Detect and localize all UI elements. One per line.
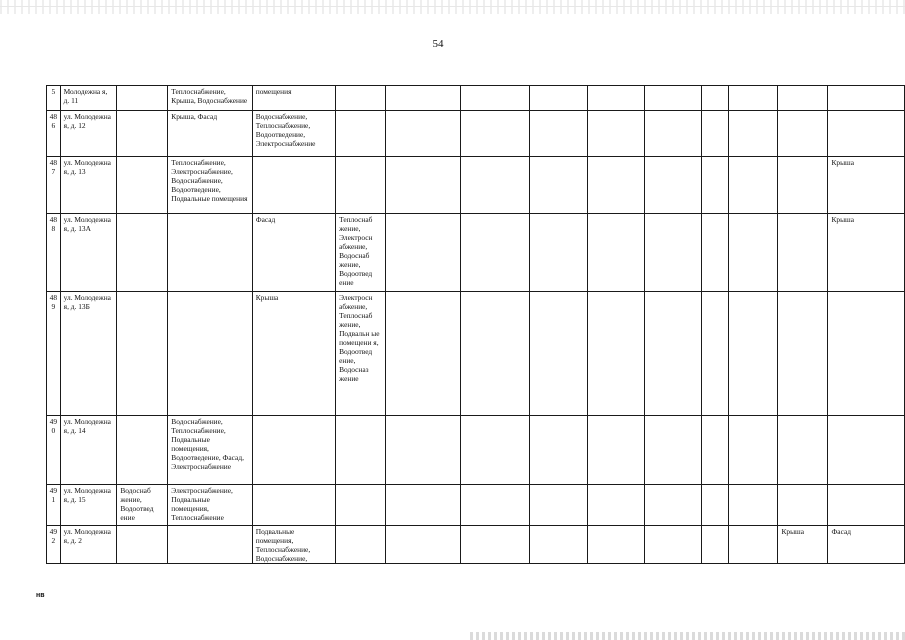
row-number-cell: 48 7: [47, 157, 61, 214]
table-cell: [645, 292, 701, 416]
scan-edge-bottom: [470, 632, 905, 640]
table-cell: Фасад: [828, 526, 905, 564]
table-cell: Крыша: [778, 526, 828, 564]
table-cell: Фасад: [252, 214, 335, 292]
table-cell: [645, 416, 701, 485]
table-cell: [252, 157, 335, 214]
table-cell: [645, 485, 701, 526]
table-cell: [117, 526, 168, 564]
table-cell: [645, 86, 701, 111]
row-number-cell: 48 9: [47, 292, 61, 416]
table-cell: Крыша: [252, 292, 335, 416]
table-cell: [460, 157, 530, 214]
table-cell: [728, 485, 778, 526]
table-cell: [645, 111, 701, 157]
table-cell: [168, 526, 252, 564]
table-cell: [530, 485, 588, 526]
table-cell: [252, 416, 335, 485]
row-number-cell: 48 6: [47, 111, 61, 157]
table-cell: [701, 526, 728, 564]
table-cell: [530, 111, 588, 157]
table-cell: Подвальные помещения, Теплоснабжение, Водоснабжение,: [252, 526, 335, 564]
address-cell: ул. Молодежна я, д. 14: [60, 416, 117, 485]
table-cell: Теплоснаб жение, Электросн абжение, Водоснаб жение, Водоотвед ение: [336, 214, 386, 292]
table-cell: [778, 485, 828, 526]
table-cell: [117, 292, 168, 416]
table-cell: Крыша: [828, 157, 905, 214]
table-cell: Теплоснабжение, Крыша, Водоснабжение: [168, 86, 252, 111]
table-row: [47, 292, 905, 416]
table-cell: [645, 214, 701, 292]
table-cell: [828, 485, 905, 526]
table-cell: [460, 526, 530, 564]
table-cell: [336, 485, 386, 526]
table-cell: [588, 214, 645, 292]
table-cell: [828, 86, 905, 111]
row-number-cell: 48 8: [47, 214, 61, 292]
table-cell: [386, 416, 460, 485]
table-cell: [588, 86, 645, 111]
table-row: [47, 526, 905, 564]
table-cell: [728, 416, 778, 485]
address-cell: ул. Молодежна я, д. 15: [60, 485, 117, 526]
table-cell: [460, 214, 530, 292]
row-number-cell: 49 1: [47, 485, 61, 526]
table-cell: [778, 86, 828, 111]
table-cell: Крыша, Фасад: [168, 111, 252, 157]
table-cell: [117, 416, 168, 485]
table-cell: [728, 292, 778, 416]
table-cell: [588, 292, 645, 416]
row-number-cell: 49 2: [47, 526, 61, 564]
table-cell: [588, 157, 645, 214]
table-cell: [460, 416, 530, 485]
table-cell: [728, 214, 778, 292]
table-row: [47, 416, 905, 485]
address-cell: ул. Молодежна я, д. 13А: [60, 214, 117, 292]
table-cell: Водоснаб жение, Водоотвед ение: [117, 485, 168, 526]
table-cell: [701, 111, 728, 157]
table-cell: [701, 157, 728, 214]
table-cell: [645, 157, 701, 214]
table-cell: [588, 526, 645, 564]
table-cell: [778, 292, 828, 416]
table-cell: [168, 214, 252, 292]
table-cell: [336, 111, 386, 157]
table-cell: [701, 485, 728, 526]
table-cell: [460, 111, 530, 157]
table-cell: [778, 214, 828, 292]
address-cell: ул. Молодежна я, д. 13Б: [60, 292, 117, 416]
table-cell: [117, 111, 168, 157]
table-cell: [460, 86, 530, 111]
table-cell: [530, 292, 588, 416]
table-cell: [336, 86, 386, 111]
footer-mark: нв: [36, 592, 45, 599]
table-cell: [530, 157, 588, 214]
row-number-cell: 5: [47, 86, 61, 111]
table-cell: [701, 214, 728, 292]
table-cell: [728, 526, 778, 564]
table-row: [47, 157, 905, 214]
table-cell: [530, 86, 588, 111]
table-cell: [778, 111, 828, 157]
table-cell: [530, 214, 588, 292]
address-cell: ул. Молодежна я, д. 2: [60, 526, 117, 564]
table-cell: Электроснабжение, Подвальные помещения, Теплоснабжение: [168, 485, 252, 526]
row-number-cell: 49 0: [47, 416, 61, 485]
table-cell: Теплоснабжение, Электроснабжение, Водоснабжение, Водоотведение, Подвальные помещения: [168, 157, 252, 214]
table-cell: [828, 416, 905, 485]
page-number: 54: [432, 38, 444, 50]
table-cell: [728, 86, 778, 111]
table-row: [47, 86, 905, 111]
table-row: [47, 214, 905, 292]
table-cell: [117, 214, 168, 292]
table-cell: Крыша: [828, 214, 905, 292]
table-row: [47, 111, 905, 157]
table-cell: [460, 485, 530, 526]
table-row: [47, 485, 905, 526]
table-cell: [588, 485, 645, 526]
table-cell: [386, 485, 460, 526]
table-cell: [386, 292, 460, 416]
table-cell: [645, 526, 701, 564]
table-cell: [336, 526, 386, 564]
table-cell: [530, 526, 588, 564]
table-cell: [117, 157, 168, 214]
table-cell: [728, 111, 778, 157]
table-cell: [386, 526, 460, 564]
table-cell: [588, 111, 645, 157]
table-body: [47, 86, 905, 564]
table-cell: [252, 485, 335, 526]
table-cell: [778, 157, 828, 214]
table-cell: Электросн абжение, Теплоснаб жение, Подвальн ые помещени я, Водоотвед ение, Водосназ жение: [336, 292, 386, 416]
table-cell: помещения: [252, 86, 335, 111]
table-cell: [386, 86, 460, 111]
table-cell: [386, 111, 460, 157]
table-cell: [701, 86, 728, 111]
table-cell: [386, 214, 460, 292]
table-cell: [701, 292, 728, 416]
table-cell: [828, 111, 905, 157]
table-cell: [386, 157, 460, 214]
schedule-table: [46, 85, 905, 564]
table-cell: [336, 416, 386, 485]
table-cell: [168, 292, 252, 416]
table-cell: [460, 292, 530, 416]
table-cell: [828, 292, 905, 416]
table-cell: [728, 157, 778, 214]
table-cell: [588, 416, 645, 485]
address-cell: Молодежна я, д. 11: [60, 86, 117, 111]
table-cell: Водоснабжение, Теплоснабжение, Подвальные помещения, Водоотведение, Фасад, Электроснабжение: [168, 416, 252, 485]
address-cell: ул. Молодежна я, д. 12: [60, 111, 117, 157]
table-cell: [117, 86, 168, 111]
address-cell: ул. Молодежна я, д. 13: [60, 157, 117, 214]
scan-edge-top: [0, 0, 905, 14]
table-cell: [530, 416, 588, 485]
table-cell: Водоснабжение, Теплоснабжение, Водоотведение, Электроснабжение: [252, 111, 335, 157]
table-cell: [336, 157, 386, 214]
table-cell: [778, 416, 828, 485]
table-cell: [701, 416, 728, 485]
